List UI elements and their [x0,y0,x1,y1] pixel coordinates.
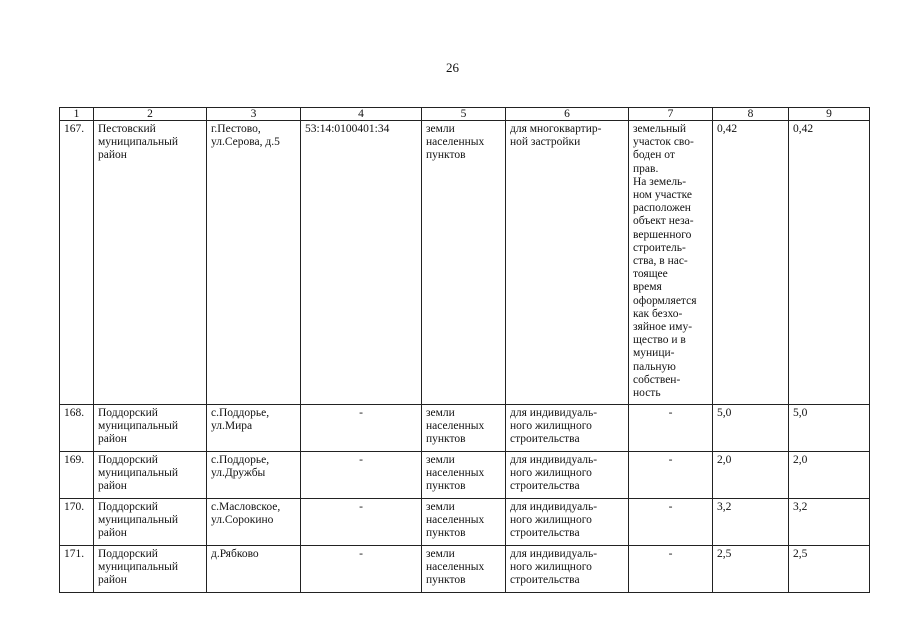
note-cell: - [629,405,713,452]
row-number-cell: 169. [60,452,94,499]
row-number-cell: 171. [60,546,94,593]
permitted-use-cell: для индивидуаль- ного жилищного строительства [506,546,629,593]
column-header: 4 [301,108,422,121]
cadastral-number-cell: - [301,452,422,499]
column-header: 6 [506,108,629,121]
land-category-cell: земли населенных пунктов [422,452,506,499]
table-row [60,499,870,546]
note-cell: - [629,499,713,546]
land-category-cell: земли населенных пунктов [422,499,506,546]
district-cell: Поддорский муниципальный район [94,546,207,593]
permitted-use-cell: для индивидуаль- ного жилищного строительства [506,499,629,546]
area-cell: 0,42 [713,121,789,405]
column-header: 2 [94,108,207,121]
cadastral-number-cell: - [301,546,422,593]
land-plots-table [59,107,870,593]
column-header: 3 [207,108,301,121]
permitted-use-cell: для многоквартир- ной застройки [506,121,629,405]
page-number: 26 [446,60,459,75]
land-category-cell: земли населенных пунктов [422,121,506,405]
table-row [60,452,870,499]
column-header: 9 [789,108,870,121]
table-row [60,121,870,405]
area-cell: 3,2 [789,499,870,546]
address-cell: с.Масловское, ул.Сорокино [207,499,301,546]
cadastral-number-cell: - [301,405,422,452]
address-cell: с.Поддорье, ул.Дружбы [207,452,301,499]
permitted-use-cell: для индивидуаль- ного жилищного строительства [506,452,629,499]
cadastral-number-cell: 53:14:0100401:34 [301,121,422,405]
address-cell: с.Поддорье, ул.Мира [207,405,301,452]
district-cell: Поддорский муниципальный район [94,499,207,546]
area-cell: 5,0 [713,405,789,452]
cadastral-number-cell: - [301,499,422,546]
column-header: 5 [422,108,506,121]
address-cell: д.Рябково [207,546,301,593]
land-category-cell: земли населенных пунктов [422,405,506,452]
note-cell: - [629,546,713,593]
area-cell: 0,42 [789,121,870,405]
area-cell: 2,5 [789,546,870,593]
land-category-cell: земли населенных пунктов [422,546,506,593]
note-cell: - [629,452,713,499]
table-row [60,546,870,593]
row-number-cell: 167. [60,121,94,405]
permitted-use-cell: для индивидуаль- ного жилищного строительства [506,405,629,452]
area-cell: 3,2 [713,499,789,546]
area-cell: 2,5 [713,546,789,593]
column-header: 7 [629,108,713,121]
row-number-cell: 168. [60,405,94,452]
table-row [60,405,870,452]
area-cell: 2,0 [789,452,870,499]
address-cell: г.Пестово, ул.Серова, д.5 [207,121,301,405]
column-header: 1 [60,108,94,121]
district-cell: Поддорский муниципальный район [94,405,207,452]
row-number-cell: 170. [60,499,94,546]
column-number-row [60,108,870,121]
district-cell: Пестовский муниципальный район [94,121,207,405]
column-header: 8 [713,108,789,121]
area-cell: 5,0 [789,405,870,452]
area-cell: 2,0 [713,452,789,499]
district-cell: Поддорский муниципальный район [94,452,207,499]
note-cell: земельный участок сво- боден от прав. На земель- ном участке расположен объект неза- вершенного строитель- ства, в нас- тоящее время оформляется как безхо- зяйное иму- щество и в муници- пальную собствен- ность [629,121,713,405]
